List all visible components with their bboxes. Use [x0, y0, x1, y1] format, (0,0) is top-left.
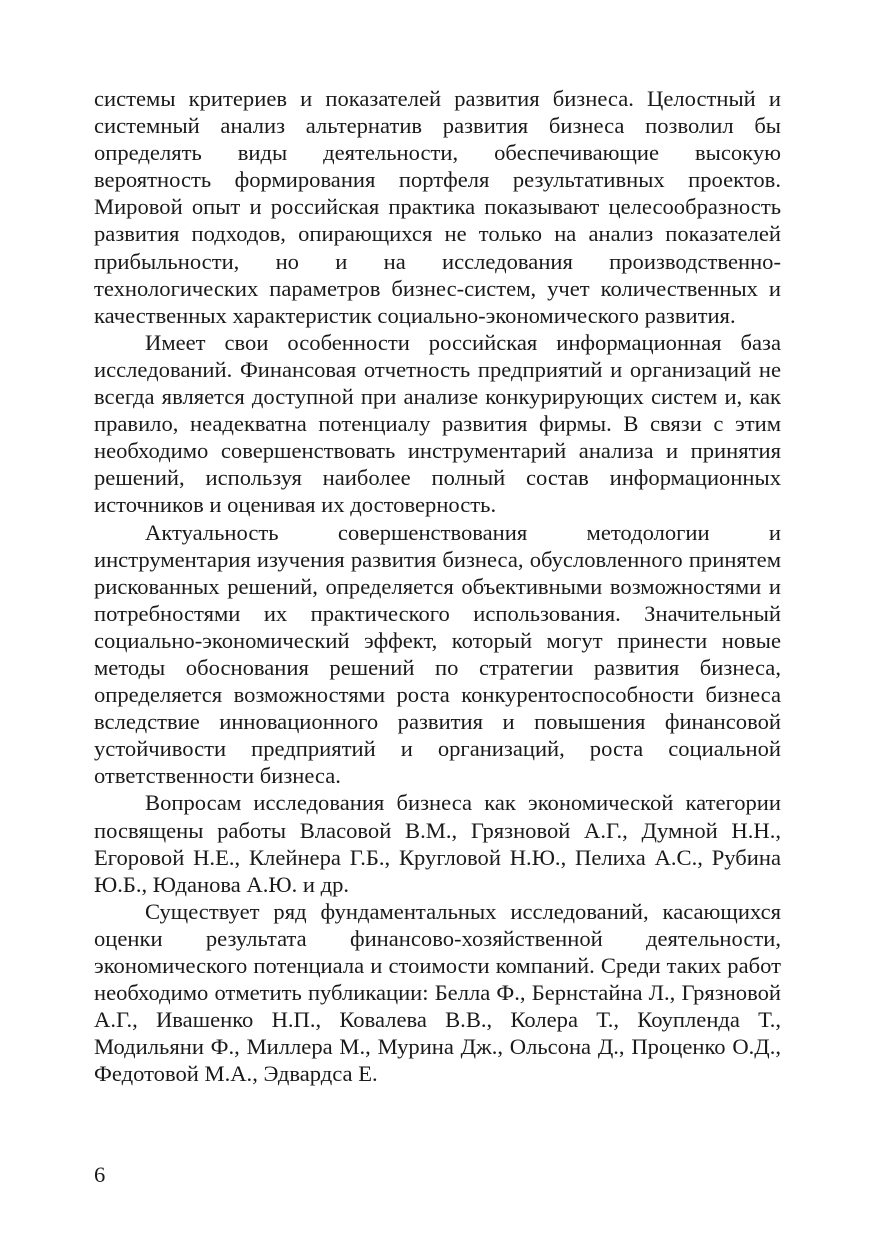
paragraph-5: Существует ряд фундаментальных исследований, касающихся оценки результата финансово-хозяйственной деятельности, экономического потенциала и стоимости компаний. Среди таких работ необходимо отметить публикации: Белла Ф., Бернстайна Л., Грязновой А.Г., Ивашенко Н.П., Ковалева В.В., Колера Т., Коупленда Т., Модильяни Ф., Миллера М., Мурина Дж., Ольсона Д., Проценко О.Д., Федотовой М.А., Эдвардса Е.: [94, 898, 781, 1087]
page-number: 6: [94, 1162, 106, 1187]
paragraph-3: Актуальность совершенствования методологии и инструментария изучения развития бизнеса, обусловленного принятем рискованных решений, определяется объективными возможностями и потребностями их практического использования. Значительный социально-экономический эффект, который могут принести новые методы обоснования решений по стратегии развития бизнеса, определяется возможностями роста конкурентоспособности бизнеса вследствие инновационного развития и повышения финансовой устойчивости предприятий и организаций, роста социальной ответственности бизнеса.: [94, 519, 781, 789]
paragraph-1: системы критериев и показателей развития бизнеса. Целостный и системный анализ альтернатив развития бизнеса позволил бы определять виды деятельности, обеспечивающие высокую вероятность формирования портфеля результативных проектов. Мировой опыт и российская практика показывают целесообразность развития подходов, опирающихся не только на анализ показателей прибыльности, но и на исследования производственно-технологических параметров бизнес-систем, учет количественных и качественных характеристик социально-экономического развития.: [94, 86, 781, 328]
body-text: [94, 85, 781, 1087]
paragraph-4: Вопросам исследования бизнеса как экономической категории посвящены работы Власовой В.М., Грязновой А.Г., Думной Н.Н., Егоровой Н.Е., Клейнера Г.Б., Кругловой Н.Ю., Пелиха А.С., Рубина Ю.Б., Юданова А.Ю. и др.: [94, 790, 781, 897]
paragraph-2: Имеет свои особенности российская информационная база исследований. Финансовая отчетность предприятий и организаций не всегда является доступной при анализе конкурирующих систем и, как правило, неадекватна потенциалу развития фирмы. В связи с этим необходимо совершенствовать инструментарий анализа и принятия решений, используя наиболее полный состав информационных источников и оценивая их достоверность.: [94, 329, 781, 518]
